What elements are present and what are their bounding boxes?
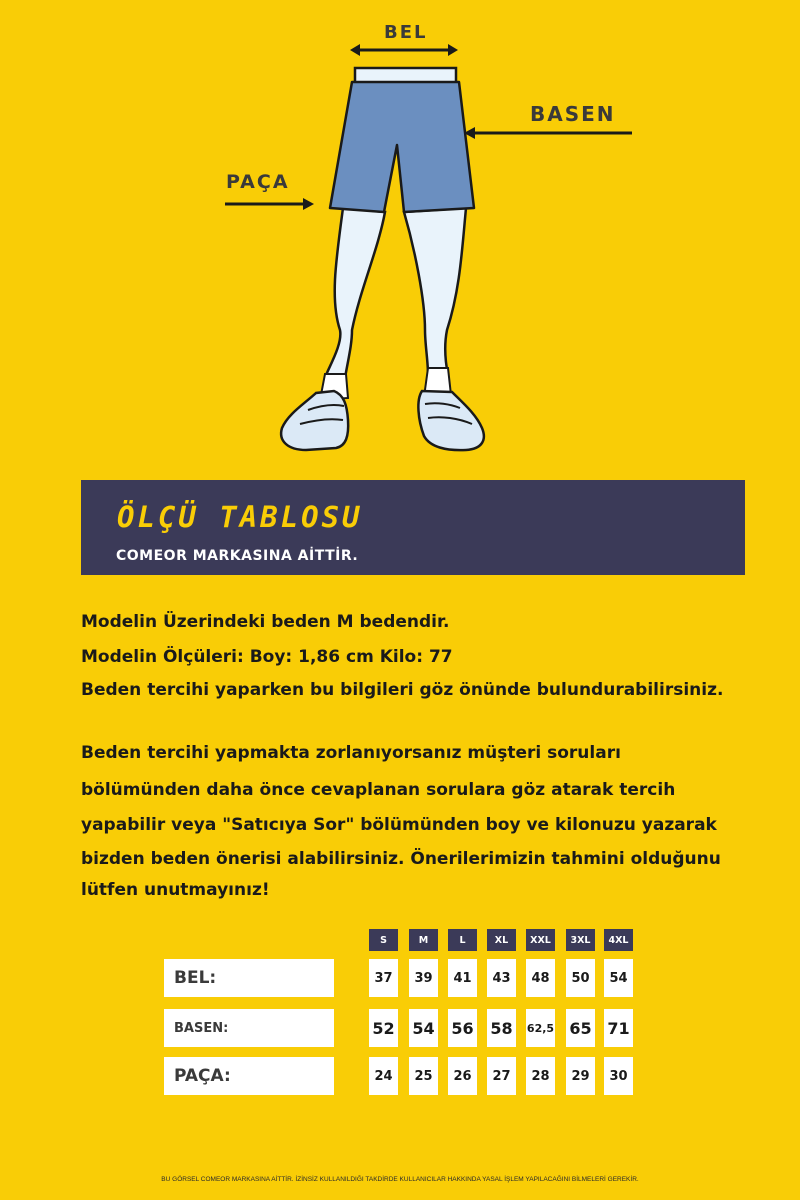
info-paragraph-line: yapabilir veya "Satıcıya Sor" bölümünden boy ve kilonuzu yazarak [81, 815, 717, 835]
right-leg [404, 208, 466, 375]
size-header-l: L [448, 929, 477, 951]
table-cell: 37 [369, 959, 398, 997]
size-header-3xl: 3XL [566, 929, 595, 951]
table-cell: 58 [487, 1009, 516, 1047]
info-paragraph-line: lütfen unutmayınız! [81, 880, 270, 900]
table-cell: 48 [526, 959, 555, 997]
table-cell: 52 [369, 1009, 398, 1047]
shorts-illustration [0, 0, 800, 470]
table-cell: 54 [409, 1009, 438, 1047]
table-cell: 24 [369, 1057, 398, 1095]
table-cell: 39 [409, 959, 438, 997]
table-cell: 41 [448, 959, 477, 997]
table-cell: 54 [604, 959, 633, 997]
banner-title: ÖLÇÜ TABLOSU [117, 500, 363, 534]
info-paragraph-line: bizden beden önerisi alabilirsiniz. Önerilerimizin tahmini olduğunu [81, 849, 721, 869]
table-cell: 27 [487, 1057, 516, 1095]
info-paragraph-line: Beden tercihi yapmakta zorlanıyorsanız müşteri soruları [81, 743, 621, 763]
table-cell: 71 [604, 1009, 633, 1047]
table-cell: 30 [604, 1057, 633, 1095]
info-line: Beden tercihi yaparken bu bilgileri göz önünde bulundurabilirsiniz. [81, 680, 724, 700]
size-header-s: S [369, 929, 398, 951]
table-cell: 25 [409, 1057, 438, 1095]
table-cell: 62,5 [526, 1009, 555, 1047]
table-cell: 26 [448, 1057, 477, 1095]
shorts [330, 82, 474, 212]
size-header-m: M [409, 929, 438, 951]
row-label-basen: BASEN: [164, 1009, 334, 1047]
size-chart-banner [81, 480, 745, 575]
size-header-4xl: 4XL [604, 929, 633, 951]
info-paragraph-line: bölümünden daha önce cevaplanan sorulara göz atarak tercih [81, 780, 676, 800]
size-header-xxl: XXL [526, 929, 555, 951]
row-label-bel: BEL: [164, 959, 334, 997]
table-cell: 29 [566, 1057, 595, 1095]
info-line: Modelin Ölçüleri: Boy: 1,86 cm Kilo: 77 [81, 647, 453, 667]
info-line: Modelin Üzerindeki beden M bedendir. [81, 612, 450, 632]
left-leg [325, 208, 385, 378]
table-cell: 56 [448, 1009, 477, 1047]
table-cell: 50 [566, 959, 595, 997]
table-cell: 43 [487, 959, 516, 997]
copyright-footer: BU GÖRSEL COMEOR MARKASINA AİTTİR. İZİNSİZ KULLANILDIĞI TAKDİRDE KULLANICILAR HAKKINDA YASAL İŞLEM YAPILACAĞINI BİLMELERİ GEREKİR. [161, 1176, 639, 1183]
size-header-xl: XL [487, 929, 516, 951]
basen-label: BASEN [530, 102, 616, 126]
banner-subtitle: COMEOR MARKASINA AİTTİR. [116, 548, 359, 564]
paca-label: PAÇA [226, 171, 290, 193]
bel-label: BEL [384, 22, 428, 43]
table-cell: 28 [526, 1057, 555, 1095]
right-shoe [418, 391, 483, 450]
row-label-paca: PAÇA: [164, 1057, 334, 1095]
table-cell: 65 [566, 1009, 595, 1047]
